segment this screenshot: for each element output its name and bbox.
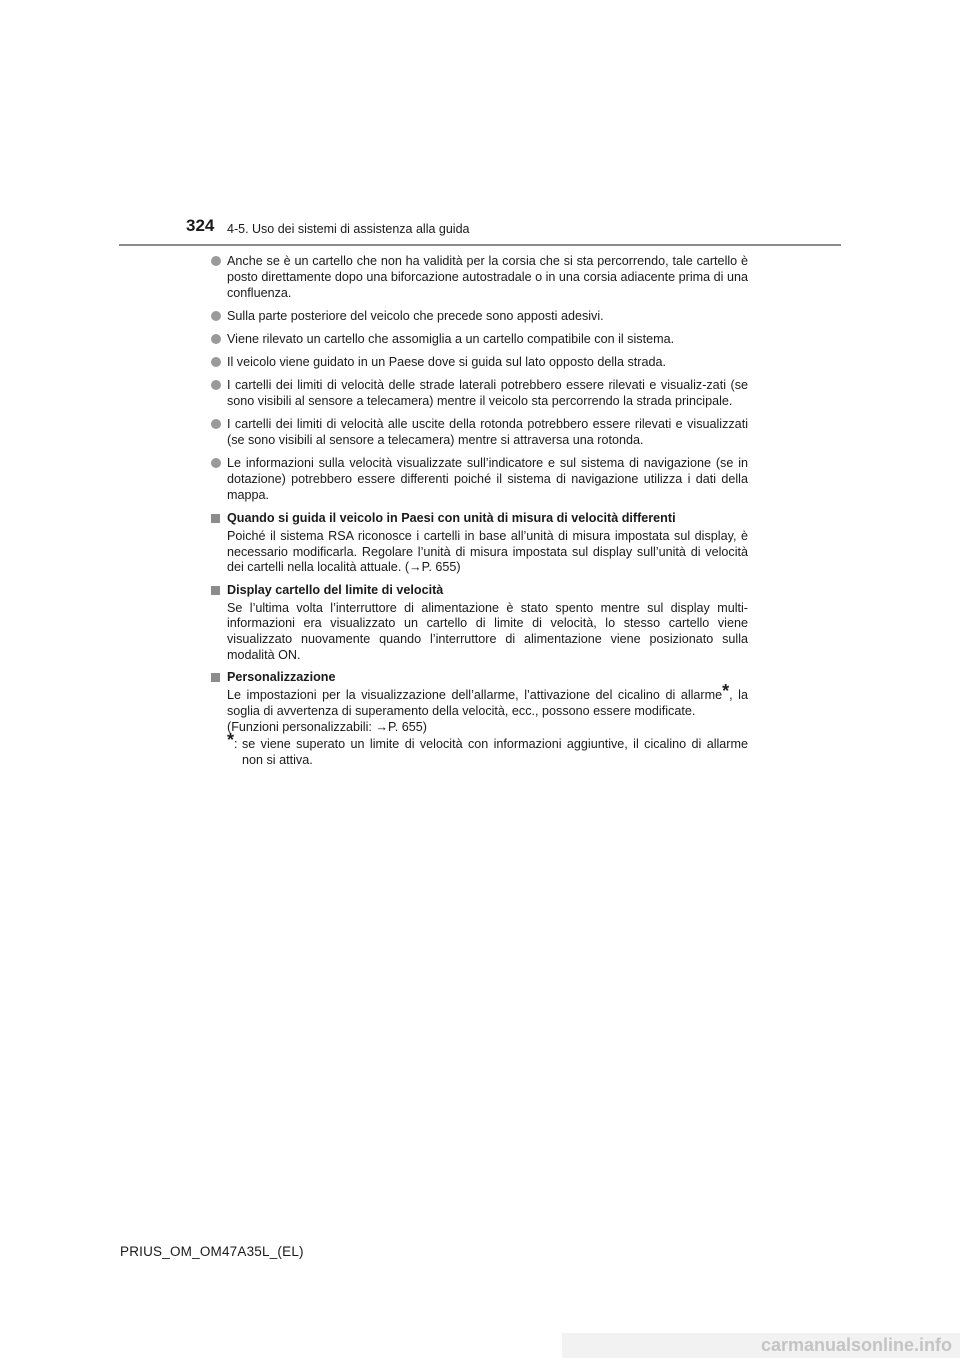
section-body: Le impostazioni per la visualizzazione dell’allarme, l’attivazione del cicalino di allarme*, la soglia di avvertenza di superamento della velocità, ecc., possono essere modificate. (Funzioni personalizzabili: →P. 655) — [227, 681, 748, 734]
watermark-text: carmanualsonline.info — [760, 1335, 952, 1355]
section-heading: Quando si guida il veicolo in Paesi con unità di misura di velocità differenti — [210, 511, 748, 527]
bullet-list — [210, 254, 748, 504]
header-divider — [119, 244, 841, 246]
section-heading: Personalizzazione — [210, 670, 748, 686]
page-reference: P. 655) — [421, 560, 461, 575]
page-content — [210, 254, 748, 769]
bullet-icon — [211, 419, 221, 429]
bullet-icon — [211, 458, 221, 468]
list-item: Le informazioni sulla velocità visualizzate sull’indicatore e sul sistema di navigazione (se in dotazione) potrebbero essere differenti poiché il sistema di navigazione utilizza i dati della mappa. — [210, 456, 748, 503]
list-item: I cartelli dei limiti di velocità delle strade laterali potrebbero essere rilevati e visualiz-zati (se sono visibili al sensore a telecamera) mentre il veicolo sta percorrendo la strada principale. — [210, 378, 748, 410]
bullet-icon — [211, 311, 221, 321]
document-code: PRIUS_OM_OM47A35L_(EL) — [120, 1244, 304, 1259]
section-title: 4-5. Uso dei sistemi di assistenza alla guida — [227, 222, 470, 236]
section-speed-sign-display — [210, 583, 748, 664]
list-item: Anche se è un cartello che non ha validità per la corsia che si sta percorrendo, tale cartello è posto direttamente dopo una biforcazione autostradale o in una corsia adiacente prima di una confluenza. — [210, 254, 748, 301]
page-header — [0, 0, 960, 250]
list-item: Viene rilevato un cartello che assomiglia a un cartello compatibile con il sistema. — [210, 332, 748, 348]
bullet-icon — [211, 334, 221, 344]
footnote-star: * — [722, 681, 730, 702]
footnote-star: * — [227, 730, 235, 751]
section-body: Poiché il sistema RSA riconosce i cartelli in base all’unità di misura impostata sul display, è necessario modificarla. Regolare l’unità di misura impostata sul display sull’unità di velocità dei cartelli nella località attuale. (→P. 655) — [227, 528, 748, 575]
square-bullet-icon — [211, 514, 220, 523]
bullet-icon — [211, 380, 221, 390]
page-number: 324 — [186, 216, 215, 235]
list-item: Sulla parte posteriore del veicolo che precede sono apposti adesivi. — [210, 309, 748, 325]
bullet-icon — [211, 256, 221, 266]
section-speed-units — [210, 511, 748, 576]
watermark — [562, 1333, 960, 1358]
section-customization — [210, 670, 748, 769]
bullet-icon — [211, 357, 221, 367]
arrow-right-icon: → — [375, 719, 388, 734]
square-bullet-icon — [211, 673, 220, 682]
page-reference: P. 655) — [388, 719, 427, 734]
section-heading: Display cartello del limite di velocità — [210, 583, 748, 599]
square-bullet-icon — [211, 586, 220, 595]
list-item: Il veicolo viene guidato in un Paese dove si guida sul lato opposto della strada. — [210, 355, 748, 371]
footnote: *: se viene superato un limite di velocità con informazioni aggiuntive, il cicalino di allarme non si attiva. — [227, 730, 748, 768]
arrow-right-icon: → — [409, 560, 422, 575]
section-body: Se l’ultima volta l’interruttore di alimentazione è stato spento mentre sul display multi-informazioni era visualizzato un cartello di limite di velocità, lo stesso cartello viene visualizzato nuovamente quando l’interruttore di alimentazione viene posizionato sulla modalità ON. — [227, 600, 748, 662]
list-item: I cartelli dei limiti di velocità alle uscite della rotonda potrebbero essere rilevati e visualizzati (se sono visibili al sensore a telecamera) mentre si attraversa una rotonda. — [210, 417, 748, 449]
